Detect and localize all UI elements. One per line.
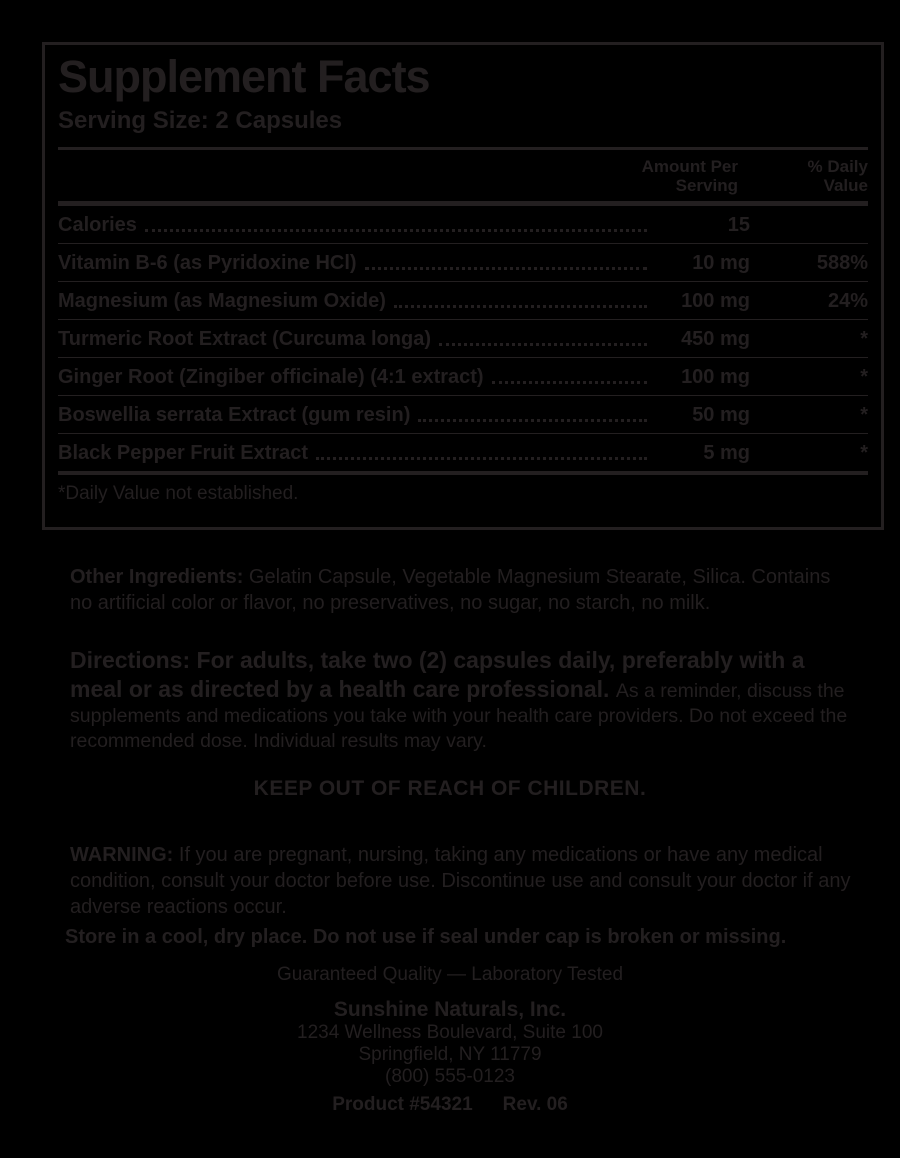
nutrient-name: Calories [58, 214, 137, 237]
dotted-leader [316, 457, 647, 460]
other-ingredients-text: Gelatin Capsule, Vegetable Magnesium Stearate, Silica. Contains no artificial color or flavor, no preservatives, no sugar, no starch, no milk. [70, 566, 831, 614]
directions-lead: Directions: For adults, take two (2) capsules daily, preferably with a meal or as directed by a health care professional. [70, 646, 805, 702]
nutrient-amount: 5 mg [703, 442, 750, 465]
panel-title: Supplement Facts [58, 51, 430, 102]
dotted-leader [492, 381, 647, 384]
nutrient-name: Magnesium (as Magnesium Oxide) [58, 290, 386, 313]
daily-value-footnote: *Daily Value not established. [58, 471, 868, 513]
nutrient-rows [58, 206, 868, 471]
nutrient-amount: 15 [727, 214, 750, 237]
product-code: Product #54321 [332, 1094, 473, 1115]
nutrient-name: Boswellia serrata Extract (gum resin) [58, 404, 411, 427]
serving-size-line: Serving Size: 2 Capsules [58, 107, 343, 134]
directions-paragraph [70, 646, 862, 755]
nutrient-daily-value: 24% [827, 290, 868, 313]
nutrient-daily-value: * [860, 366, 868, 389]
table-row [58, 433, 868, 471]
directions-text: As a reminder, discuss the supplements and medications you take with your health care providers. Do not exceed the recommended dose. Individual results may vary. [70, 679, 848, 753]
dotted-leader [365, 267, 647, 270]
warning-paragraph [70, 842, 852, 920]
company-name: Sunshine Naturals, Inc. [333, 998, 567, 1021]
warning-text: If you are pregnant, nursing, taking any medications or have any medical condition, consult your doctor before use. Discontinue use and consult your doctor if any adverse reactions occur. [70, 844, 851, 918]
other-ingredients-paragraph [70, 564, 850, 616]
table-row [58, 319, 868, 357]
table-row [58, 243, 868, 281]
nutrient-amount: 10 mg [692, 252, 750, 275]
nutrient-daily-value: * [860, 328, 868, 351]
nutrient-amount: 100 mg [681, 290, 750, 313]
company-address-line2: Springfield, NY 11779 [358, 1044, 542, 1065]
nutrient-daily-value: 588% [816, 252, 868, 275]
other-ingredients-label: Other Ingredients: [70, 566, 244, 588]
nutrient-daily-value: * [860, 404, 868, 427]
dotted-leader [145, 229, 647, 232]
column-header-amount: Amount Per Serving [641, 157, 738, 196]
quality-tagline: Guaranteed Quality — Laboratory Tested [276, 964, 624, 985]
company-phone: (800) 555-0123 [385, 1066, 515, 1087]
nutrient-name: Black Pepper Fruit Extract [58, 442, 309, 465]
label-codes [0, 1094, 900, 1116]
nutrient-daily-value: * [860, 442, 868, 465]
table-row [58, 281, 868, 319]
company-address-line1: 1234 Wellness Boulevard, Suite 100 [297, 1022, 603, 1043]
nutrient-name: Ginger Root (Zingiber officinale) (4:1 extract) [58, 366, 484, 389]
nutrient-amount: 450 mg [681, 328, 750, 351]
distributor-block [0, 964, 900, 1088]
dotted-leader [394, 305, 647, 308]
supplement-facts-panel [42, 42, 884, 530]
warning-label: WARNING: [70, 844, 174, 866]
keep-out-of-reach-line: KEEP OUT OF REACH OF CHILDREN. [253, 777, 647, 800]
dotted-leader [439, 343, 647, 346]
table-header [58, 147, 868, 201]
nutrient-name: Vitamin B-6 (as Pyridoxine HCl) [58, 252, 357, 275]
table-row [58, 206, 868, 243]
nutrient-amount: 50 mg [692, 404, 750, 427]
table-row [58, 357, 868, 395]
column-header-daily-value: % Daily Value [807, 157, 868, 196]
storage-instructions: Store in a cool, dry place. Do not use if seal under cap is broken or missing. [65, 926, 787, 948]
table-row [58, 395, 868, 433]
revision-code: Rev. 06 [502, 1094, 568, 1115]
nutrient-name: Turmeric Root Extract (Curcuma longa) [58, 328, 432, 351]
nutrient-amount: 100 mg [681, 366, 750, 389]
dotted-leader [418, 419, 647, 422]
